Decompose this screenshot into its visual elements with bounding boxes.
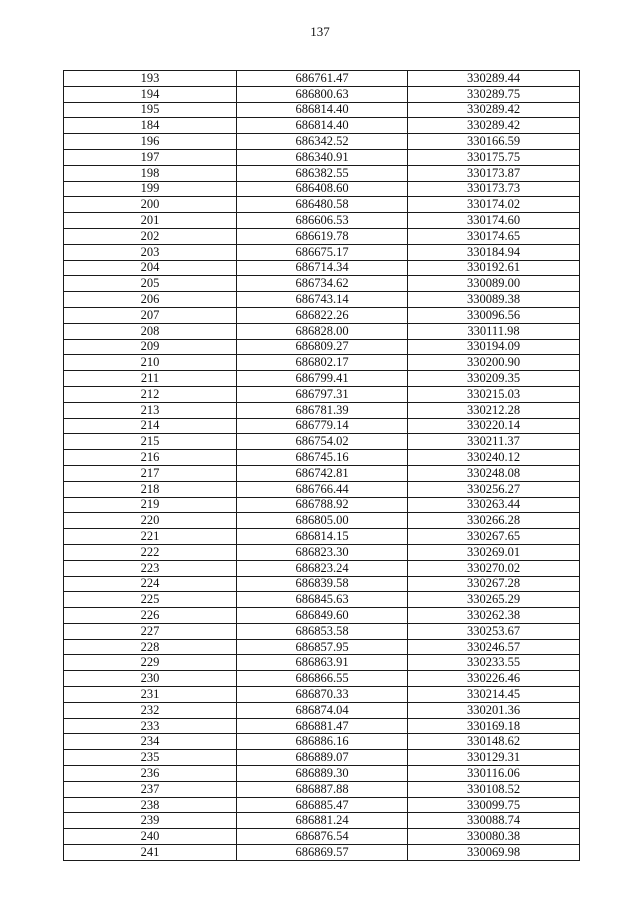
x-coordinate-cell: 686870.33 [237,687,408,703]
point-number-cell: 231 [64,687,237,703]
point-number-cell: 201 [64,213,237,229]
point-number-cell: 193 [64,71,237,87]
point-number-cell: 240 [64,829,237,845]
x-coordinate-cell: 686869.57 [237,845,408,861]
table-row [64,465,580,481]
x-coordinate-cell: 686714.34 [237,260,408,276]
point-number-cell: 241 [64,845,237,861]
x-coordinate-cell: 686889.07 [237,750,408,766]
table-row [64,766,580,782]
table-row [64,655,580,671]
table-row [64,71,580,87]
point-number-cell: 207 [64,307,237,323]
table-row [64,213,580,229]
table-row [64,592,580,608]
table-row [64,371,580,387]
x-coordinate-cell: 686823.30 [237,544,408,560]
point-number-cell: 200 [64,197,237,213]
point-number-cell: 228 [64,639,237,655]
point-number-cell: 224 [64,576,237,592]
x-coordinate-cell: 686340.91 [237,149,408,165]
table-row [64,608,580,624]
table-row [64,276,580,292]
y-coordinate-cell: 330069.98 [408,845,580,861]
x-coordinate-cell: 686823.24 [237,560,408,576]
x-coordinate-cell: 686761.47 [237,71,408,87]
y-coordinate-cell: 330148.62 [408,734,580,750]
y-coordinate-cell: 330226.46 [408,671,580,687]
table-row [64,781,580,797]
point-number-cell: 232 [64,702,237,718]
table-row [64,197,580,213]
y-coordinate-cell: 330089.00 [408,276,580,292]
table-row [64,529,580,545]
y-coordinate-cell: 330174.65 [408,228,580,244]
y-coordinate-cell: 330111.98 [408,323,580,339]
x-coordinate-cell: 686845.63 [237,592,408,608]
x-coordinate-cell: 686408.60 [237,181,408,197]
x-coordinate-cell: 686799.41 [237,371,408,387]
table-row [64,734,580,750]
point-number-cell: 211 [64,371,237,387]
table-row [64,687,580,703]
table-row [64,829,580,845]
point-number-cell: 196 [64,134,237,150]
point-number-cell: 209 [64,339,237,355]
point-number-cell: 222 [64,544,237,560]
point-number-cell: 237 [64,781,237,797]
point-number-cell: 217 [64,465,237,481]
point-number-cell: 210 [64,355,237,371]
point-number-cell: 226 [64,608,237,624]
y-coordinate-cell: 330233.55 [408,655,580,671]
y-coordinate-cell: 330214.45 [408,687,580,703]
table-row [64,181,580,197]
y-coordinate-cell: 330253.67 [408,623,580,639]
x-coordinate-cell: 686800.63 [237,86,408,102]
page-number: 137 [310,24,330,39]
x-coordinate-cell: 686781.39 [237,402,408,418]
point-number-cell: 235 [64,750,237,766]
y-coordinate-cell: 330108.52 [408,781,580,797]
x-coordinate-cell: 686886.16 [237,734,408,750]
x-coordinate-cell: 686766.44 [237,481,408,497]
y-coordinate-cell: 330174.02 [408,197,580,213]
y-coordinate-cell: 330089.38 [408,292,580,308]
point-number-cell: 198 [64,165,237,181]
table-row [64,544,580,560]
table-row [64,560,580,576]
point-number-cell: 218 [64,481,237,497]
x-coordinate-cell: 686805.00 [237,513,408,529]
x-coordinate-cell: 686887.88 [237,781,408,797]
x-coordinate-cell: 686809.27 [237,339,408,355]
y-coordinate-cell: 330088.74 [408,813,580,829]
x-coordinate-cell: 686619.78 [237,228,408,244]
x-coordinate-cell: 686754.02 [237,434,408,450]
y-coordinate-cell: 330263.44 [408,497,580,513]
point-number-cell: 238 [64,797,237,813]
y-coordinate-cell: 330256.27 [408,481,580,497]
table-row [64,576,580,592]
table-row [64,813,580,829]
x-coordinate-cell: 686734.62 [237,276,408,292]
y-coordinate-cell: 330116.06 [408,766,580,782]
x-coordinate-cell: 686853.58 [237,623,408,639]
table-row [64,165,580,181]
point-number-cell: 234 [64,734,237,750]
point-number-cell: 227 [64,623,237,639]
point-number-cell: 216 [64,450,237,466]
x-coordinate-cell: 686857.95 [237,639,408,655]
table-row [64,118,580,134]
table-row [64,481,580,497]
point-number-cell: 194 [64,86,237,102]
x-coordinate-cell: 686797.31 [237,386,408,402]
y-coordinate-cell: 330220.14 [408,418,580,434]
x-coordinate-cell: 686675.17 [237,244,408,260]
table-row [64,355,580,371]
y-coordinate-cell: 330212.28 [408,402,580,418]
y-coordinate-cell: 330267.65 [408,529,580,545]
point-number-cell: 239 [64,813,237,829]
y-coordinate-cell: 330215.03 [408,386,580,402]
point-number-cell: 204 [64,260,237,276]
table-row [64,845,580,861]
y-coordinate-cell: 330266.28 [408,513,580,529]
x-coordinate-cell: 686863.91 [237,655,408,671]
table-row [64,702,580,718]
x-coordinate-cell: 686822.26 [237,307,408,323]
y-coordinate-cell: 330175.75 [408,149,580,165]
y-coordinate-cell: 330169.18 [408,718,580,734]
point-number-cell: 213 [64,402,237,418]
x-coordinate-cell: 686342.52 [237,134,408,150]
x-coordinate-cell: 686889.30 [237,766,408,782]
x-coordinate-cell: 686779.14 [237,418,408,434]
point-number-cell: 225 [64,592,237,608]
point-number-cell: 203 [64,244,237,260]
y-coordinate-cell: 330267.28 [408,576,580,592]
x-coordinate-cell: 686881.47 [237,718,408,734]
table-row [64,260,580,276]
y-coordinate-cell: 330166.59 [408,134,580,150]
y-coordinate-cell: 330184.94 [408,244,580,260]
x-coordinate-cell: 686828.00 [237,323,408,339]
table-row [64,450,580,466]
table-row [64,102,580,118]
point-number-cell: 230 [64,671,237,687]
x-coordinate-cell: 686480.58 [237,197,408,213]
y-coordinate-cell: 330289.75 [408,86,580,102]
table-row [64,639,580,655]
y-coordinate-cell: 330173.73 [408,181,580,197]
table-row [64,623,580,639]
table-row [64,339,580,355]
x-coordinate-cell: 686814.40 [237,118,408,134]
x-coordinate-cell: 686802.17 [237,355,408,371]
point-number-cell: 236 [64,766,237,782]
x-coordinate-cell: 686866.55 [237,671,408,687]
y-coordinate-cell: 330080.38 [408,829,580,845]
table-row [64,418,580,434]
table-row [64,671,580,687]
point-number-cell: 206 [64,292,237,308]
y-coordinate-cell: 330248.08 [408,465,580,481]
table-row [64,750,580,766]
y-coordinate-cell: 330201.36 [408,702,580,718]
y-coordinate-cell: 330129.31 [408,750,580,766]
point-number-cell: 197 [64,149,237,165]
coordinates-table [63,70,580,861]
table-row [64,228,580,244]
point-number-cell: 195 [64,102,237,118]
table-row [64,434,580,450]
y-coordinate-cell: 330099.75 [408,797,580,813]
x-coordinate-cell: 686839.58 [237,576,408,592]
point-number-cell: 212 [64,386,237,402]
x-coordinate-cell: 686881.24 [237,813,408,829]
y-coordinate-cell: 330270.02 [408,560,580,576]
y-coordinate-cell: 330096.56 [408,307,580,323]
x-coordinate-cell: 686849.60 [237,608,408,624]
x-coordinate-cell: 686814.40 [237,102,408,118]
table-row [64,149,580,165]
table-row [64,797,580,813]
x-coordinate-cell: 686876.54 [237,829,408,845]
y-coordinate-cell: 330240.12 [408,450,580,466]
table-row [64,323,580,339]
table-row [64,718,580,734]
table-row [64,513,580,529]
table-row [64,497,580,513]
table-body [64,71,580,861]
table-row [64,402,580,418]
y-coordinate-cell: 330289.44 [408,71,580,87]
point-number-cell: 219 [64,497,237,513]
x-coordinate-cell: 686742.81 [237,465,408,481]
y-coordinate-cell: 330269.01 [408,544,580,560]
point-number-cell: 184 [64,118,237,134]
x-coordinate-cell: 686606.53 [237,213,408,229]
point-number-cell: 205 [64,276,237,292]
point-number-cell: 202 [64,228,237,244]
x-coordinate-cell: 686745.16 [237,450,408,466]
table-row [64,244,580,260]
x-coordinate-cell: 686382.55 [237,165,408,181]
y-coordinate-cell: 330194.09 [408,339,580,355]
point-number-cell: 220 [64,513,237,529]
point-number-cell: 221 [64,529,237,545]
point-number-cell: 223 [64,560,237,576]
y-coordinate-cell: 330209.35 [408,371,580,387]
x-coordinate-cell: 686874.04 [237,702,408,718]
point-number-cell: 229 [64,655,237,671]
x-coordinate-cell: 686885.47 [237,797,408,813]
x-coordinate-cell: 686788.92 [237,497,408,513]
point-number-cell: 215 [64,434,237,450]
y-coordinate-cell: 330262.38 [408,608,580,624]
y-coordinate-cell: 330192.61 [408,260,580,276]
point-number-cell: 199 [64,181,237,197]
y-coordinate-cell: 330289.42 [408,118,580,134]
x-coordinate-cell: 686814.15 [237,529,408,545]
y-coordinate-cell: 330211.37 [408,434,580,450]
point-number-cell: 214 [64,418,237,434]
y-coordinate-cell: 330173.87 [408,165,580,181]
y-coordinate-cell: 330174.60 [408,213,580,229]
table-row [64,386,580,402]
table-row [64,307,580,323]
x-coordinate-cell: 686743.14 [237,292,408,308]
table-row [64,292,580,308]
point-number-cell: 208 [64,323,237,339]
y-coordinate-cell: 330200.90 [408,355,580,371]
y-coordinate-cell: 330289.42 [408,102,580,118]
table-row [64,86,580,102]
table-row [64,134,580,150]
y-coordinate-cell: 330246.57 [408,639,580,655]
y-coordinate-cell: 330265.29 [408,592,580,608]
point-number-cell: 233 [64,718,237,734]
